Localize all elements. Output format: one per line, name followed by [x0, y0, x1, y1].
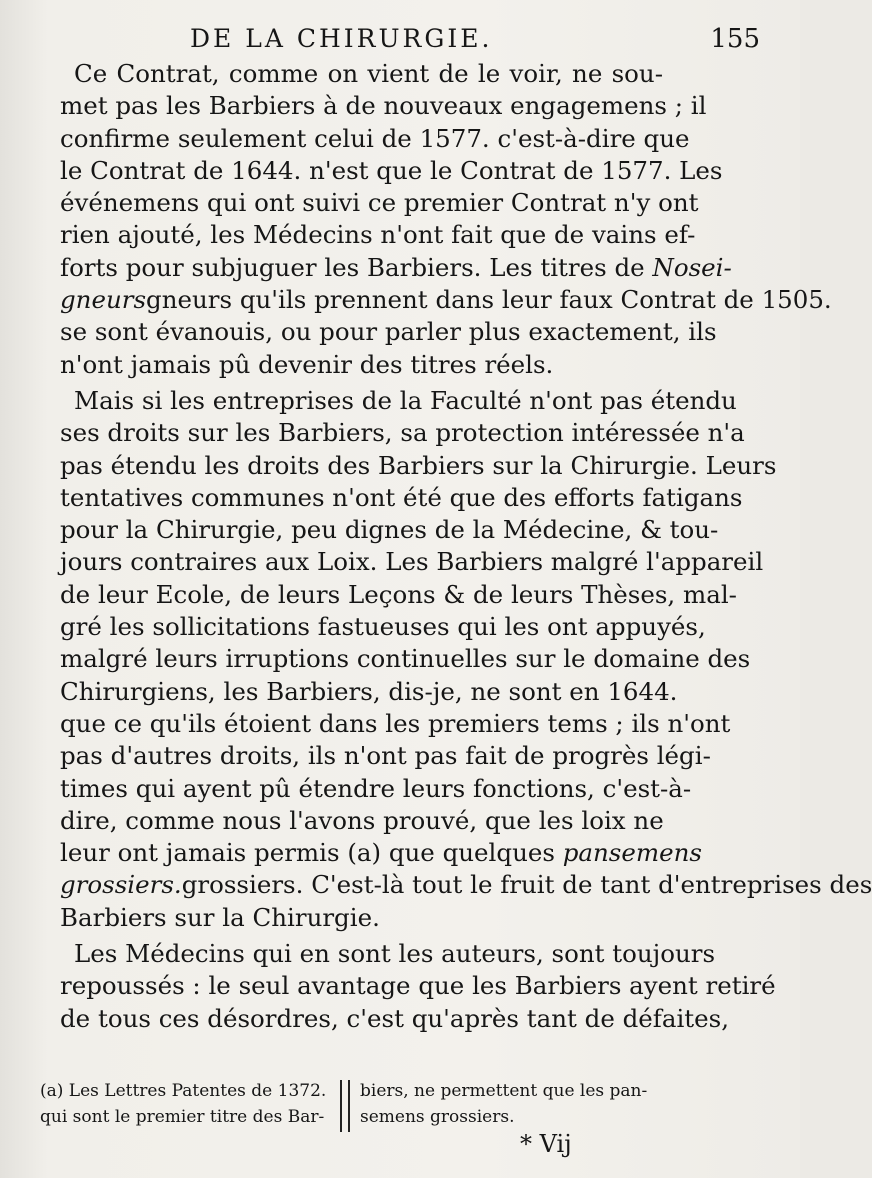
- paragraph-3: [60, 938, 776, 1035]
- text-line: [60, 837, 702, 869]
- footnote-line: biers, ne permettent que les pan-: [360, 1081, 648, 1101]
- footnote-line: (a) Les Lettres Patentes de 1372.: [40, 1081, 327, 1101]
- footnote-line: qui sont le premier titre des Bar-: [40, 1107, 325, 1127]
- text-line: times qui ayent pû étendre leurs fonctions, c'est-à-: [60, 773, 692, 803]
- text-line: le Contrat de 1644. n'est que le Contrat de 1577. Les: [60, 155, 723, 185]
- paragraph-1: [60, 58, 832, 381]
- text-line: [60, 869, 872, 901]
- italic-term: Nosei-: [652, 252, 732, 282]
- italic-term: gneurs: [60, 285, 147, 315]
- text-line: Barbiers sur la Chirurgie.: [60, 902, 380, 932]
- running-head: DE LA CHIRURGIE.: [190, 24, 493, 53]
- text-segment: forts pour subjuguer les Barbiers. Les titres de: [60, 252, 653, 282]
- text-segment: gneurs qu'ils prennent dans leur faux Contrat de 1505.: [146, 285, 832, 315]
- text-line: tentatives communes n'ont été que des efforts fatigans: [60, 482, 743, 512]
- text-line: pas étendu les droits des Barbiers sur la Chirurgie. Leurs: [60, 450, 777, 480]
- text-line: malgré leurs irruptions continuelles sur le domaine des: [60, 644, 751, 674]
- text-line: repoussés : le seul avantage que les Barbiers ayent retiré: [60, 971, 776, 1001]
- text-line: [60, 284, 832, 316]
- paragraph-2: [60, 385, 872, 934]
- text-line: Chirurgiens, les Barbiers, dis-je, ne sont en 1644.: [60, 676, 678, 706]
- italic-term: pansemens: [562, 838, 702, 868]
- text-line: confirme seulement celui de 1577. c'est-à-dire que: [60, 123, 690, 153]
- text-line: Les Médecins qui en sont les auteurs, sont toujours: [74, 939, 716, 969]
- footnote-right-column: [360, 1078, 672, 1130]
- text-line: [60, 252, 732, 284]
- text-line: met pas les Barbiers à de nouveaux engagemens ; il: [60, 91, 707, 121]
- footnote-left-column: [40, 1078, 332, 1130]
- page-header: [60, 22, 760, 56]
- text-line: Ce Contrat, comme on vient de le voir, ne sou-: [74, 59, 663, 88]
- italic-term: grossiers.: [60, 870, 182, 900]
- text-line: de leur Ecole, de leurs Leçons & de leurs Thèses, mal-: [60, 579, 737, 609]
- text-line: dire, comme nous l'avons prouvé, que les loix ne: [60, 805, 664, 835]
- text-line: n'ont jamais pû devenir des titres réels.: [60, 349, 554, 379]
- text-segment: grossiers. C'est-là tout le fruit de tant d'entreprises des: [181, 870, 872, 900]
- footnote-divider: [340, 1080, 350, 1132]
- text-line: Mais si les entreprises de la Faculté n'ont pas étendu: [74, 385, 737, 415]
- text-line: se sont évanouis, ou pour parler plus exactement, ils: [60, 317, 717, 347]
- text-line: rien ajouté, les Médecins n'ont fait que de vains ef-: [60, 220, 696, 250]
- page-number: 155: [710, 24, 760, 54]
- footnote-line: semens grossiers.: [360, 1107, 515, 1127]
- footnotes: [40, 1078, 670, 1138]
- text-line: pas d'autres droits, ils n'ont pas fait de progrès légi-: [60, 741, 711, 771]
- signature-mark: * Vij: [520, 1130, 572, 1158]
- text-line: événemens qui ont suivi ce premier Contrat n'y ont: [60, 188, 699, 218]
- text-line: ses droits sur les Barbiers, sa protection intéressée n'a: [60, 418, 745, 448]
- body-text: [60, 58, 872, 1035]
- text-line: pour la Chirurgie, peu dignes de la Médecine, & tou-: [60, 515, 719, 545]
- text-segment: leur ont jamais permis (a) que quelques: [60, 838, 563, 868]
- text-line: jours contraires aux Loix. Les Barbiers malgré l'appareil: [60, 547, 764, 577]
- text-line: gré les sollicitations fastueuses qui les ont appuyés,: [60, 612, 706, 642]
- text-line: que ce qu'ils étoient dans les premiers tems ; ils n'ont: [60, 708, 731, 738]
- text-line: de tous ces désordres, c'est qu'après tant de défaites,: [60, 1003, 730, 1033]
